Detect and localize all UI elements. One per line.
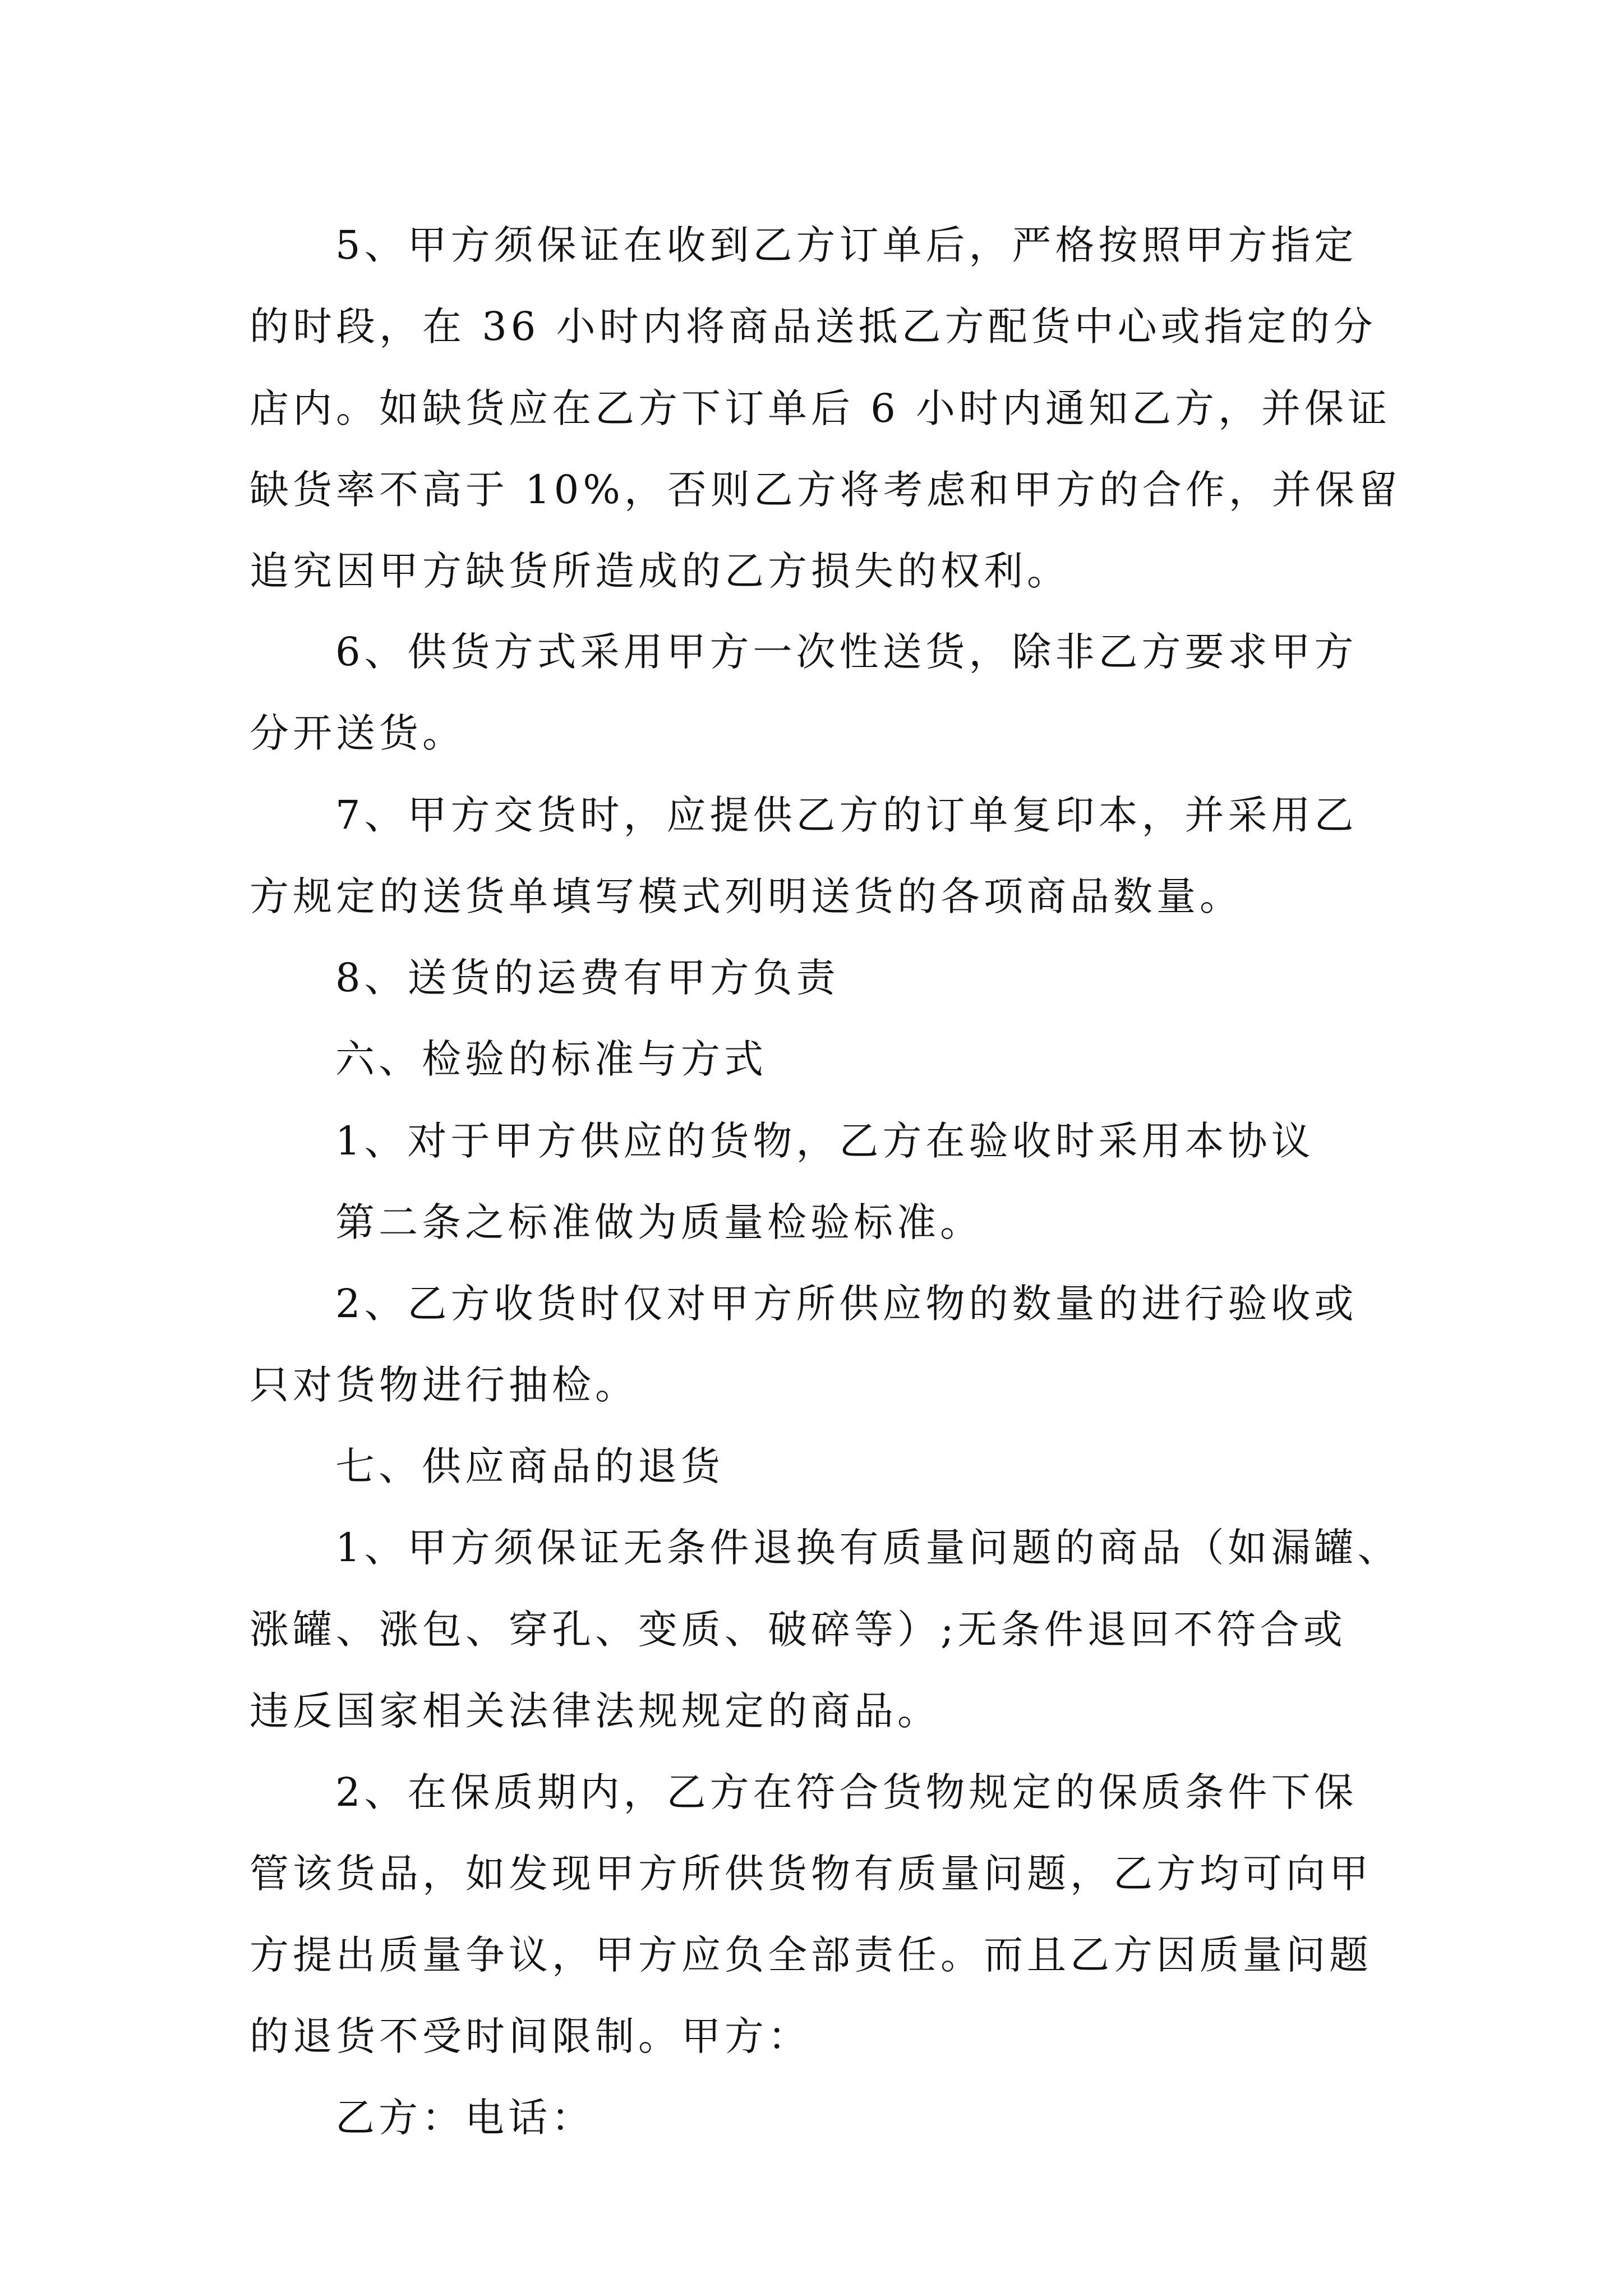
text-line: 缺货率不高于 10%，否则乙方将考虑和甲方的合作，并保留 bbox=[250, 467, 1401, 513]
text-line: 第二条之标准做为质量检验标准。 bbox=[335, 1199, 983, 1245]
text-line: 违反国家相关法律法规规定的商品。 bbox=[250, 1688, 940, 1734]
text-line: 5、甲方须保证在收到乙方订单后，严格按照甲方指定 bbox=[335, 222, 1358, 268]
text-line: 方规定的送货单填写模式列明送货的各项商品数量。 bbox=[250, 873, 1243, 919]
text-line: 涨罐、涨包、穿孔、变质、破碎等）;无条件退回不符合或 bbox=[250, 1607, 1347, 1653]
section-heading: 七、供应商品的退货 bbox=[335, 1443, 724, 1489]
text-line: 1、甲方须保证无条件退换有质量问题的商品（如漏罐、 bbox=[335, 1525, 1401, 1571]
text-line: 2、乙方收货时仅对甲方所供应物的数量的进行验收或 bbox=[335, 1281, 1358, 1327]
section-heading: 六、检验的标准与方式 bbox=[335, 1036, 767, 1082]
text-line: 店内。如缺货应在乙方下订单后 6 小时内通知乙方，并保证 bbox=[250, 385, 1391, 431]
text-line: 的时段，在 36 小时内将商品送抵乙方配货中心或指定的分 bbox=[250, 303, 1377, 349]
text-line: 2、在保质期内，乙方在符合货物规定的保质条件下保 bbox=[335, 1769, 1358, 1815]
text-line: 7、甲方交货时，应提供乙方的订单复印本，并采用乙 bbox=[335, 792, 1358, 838]
text-line: 只对货物进行抽检。 bbox=[250, 1362, 638, 1408]
text-line: 分开送货。 bbox=[250, 710, 465, 756]
text-line: 管该货品，如发现甲方所供货物有质量问题，乙方均可向甲 bbox=[250, 1851, 1372, 1897]
text-line: 方提出质量争议，甲方应负全部责任。而且乙方因质量问题 bbox=[250, 1932, 1372, 1978]
text-line: 乙方：电话： bbox=[335, 2095, 594, 2141]
text-line: 1、对于甲方供应的货物，乙方在验收时采用本协议 bbox=[335, 1118, 1315, 1164]
text-line: 8、送货的运费有甲方负责 bbox=[335, 955, 840, 1001]
text-line: 6、供货方式采用甲方一次性送货，除非乙方要求甲方 bbox=[335, 629, 1358, 675]
text-line: 的退货不受时间限制。甲方： bbox=[250, 2013, 811, 2059]
text-line: 追究因甲方缺货所造成的乙方损失的权利。 bbox=[250, 548, 1070, 594]
